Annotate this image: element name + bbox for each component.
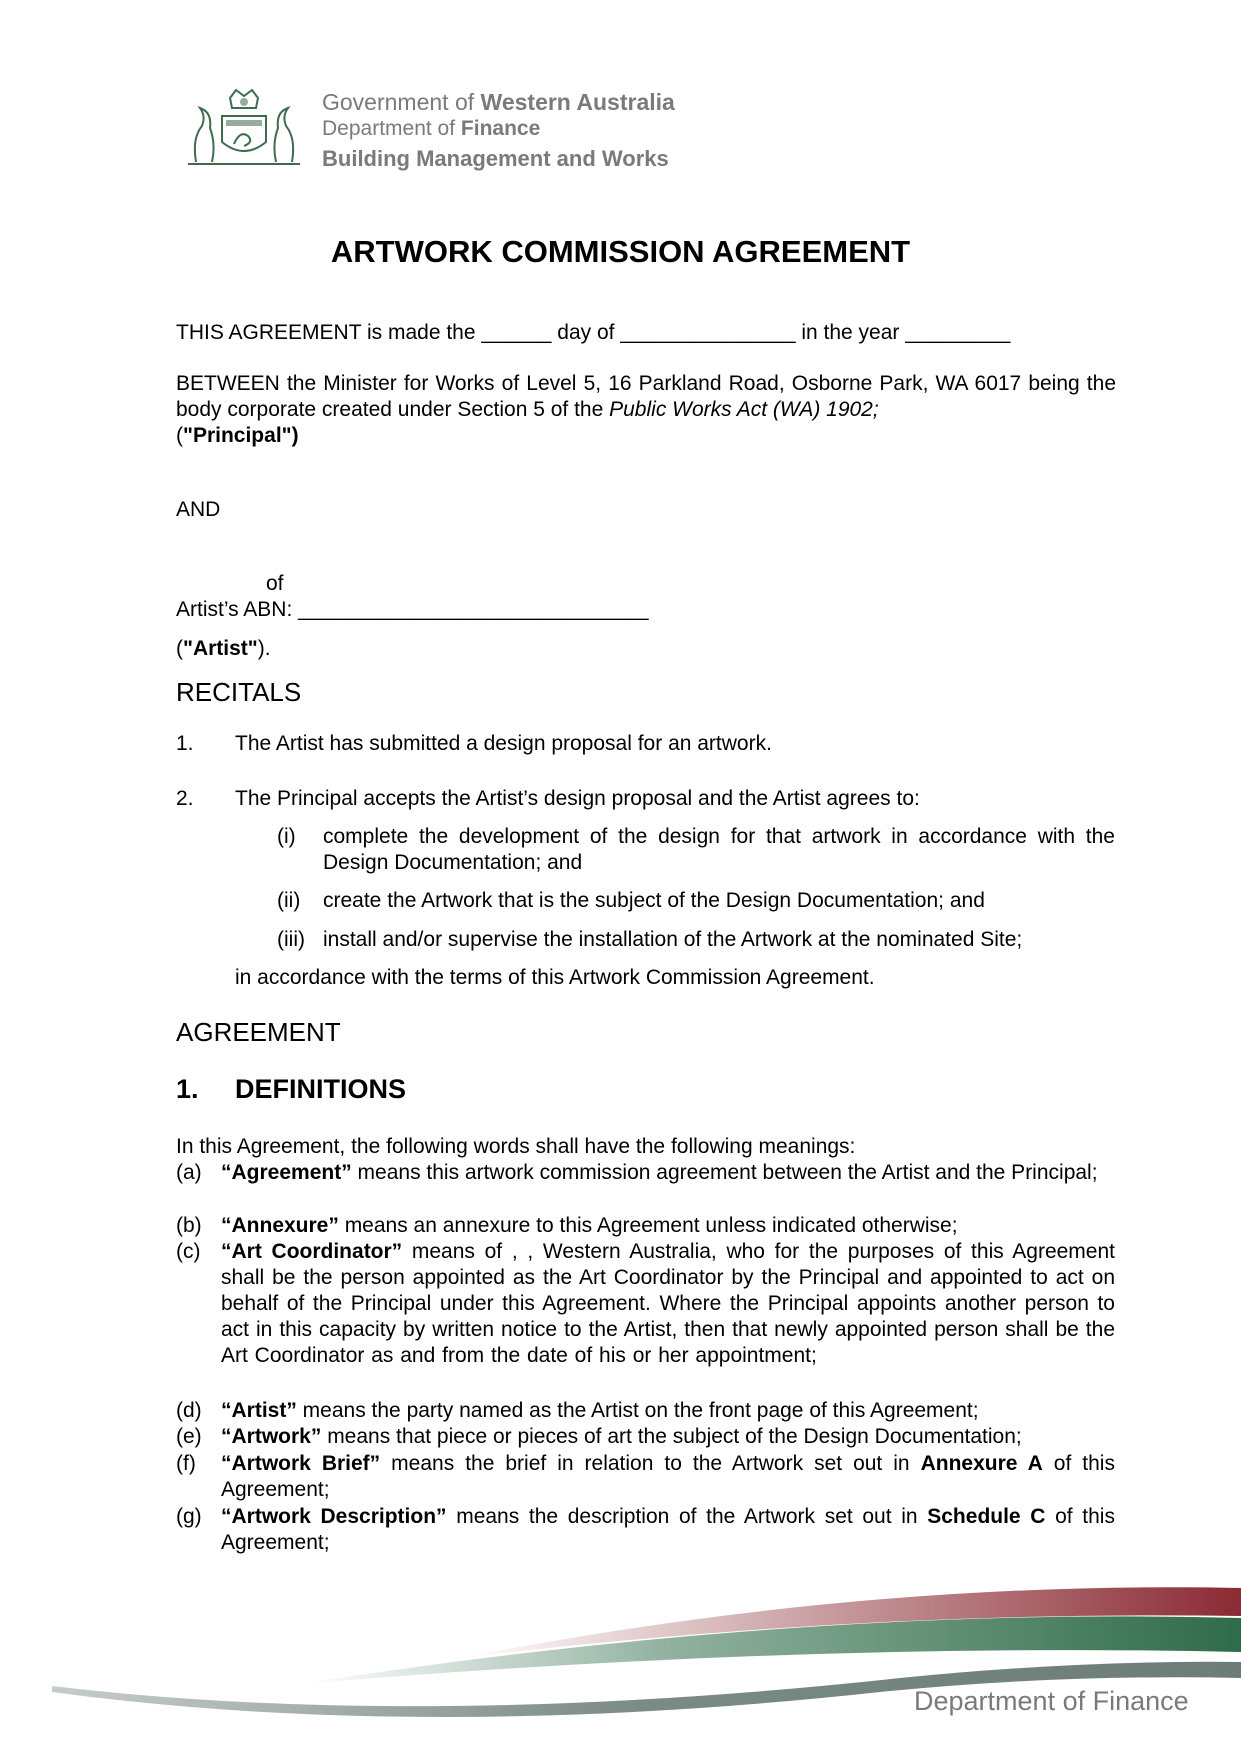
recital-text: The Principal accepts the Artist’s design proposal and the Artist agrees to:	[235, 787, 920, 810]
definition-term: “Agreement”	[221, 1161, 352, 1184]
definition-item	[221, 1424, 1115, 1450]
definition-term: “Artist”	[221, 1399, 297, 1422]
definition-letter: (e)	[176, 1425, 202, 1448]
section-number: 1.	[176, 1074, 199, 1104]
recital-number: 2.	[176, 787, 194, 810]
recitals-heading: RECITALS	[176, 677, 302, 707]
definition-item	[221, 1239, 1115, 1369]
sub-item-number: (ii)	[277, 889, 301, 912]
logo-line1-normal: Government of	[322, 89, 481, 115]
definitions-intro: In this Agreement, the following words shall have the following meanings:	[176, 1135, 856, 1158]
definition-letter: (c)	[176, 1240, 201, 1263]
definition-text: means the party named as the Artist on the front page of this Agreement;	[296, 1399, 979, 1422]
definition-letter: (b)	[176, 1214, 202, 1237]
definition-text: means of , , Western Australia, who for the purposes of this Agreement shall be the person appointed as the Art Coordinator by the Principal and appointed to act on behalf of the Principal under this Agreement. Where the Principal appoints another person to act in this capacity by written notice to the Artist, then that newly appointed person shall be the Art Coordinator as and from the date of his or her appointment;	[221, 1240, 1115, 1367]
definition-item	[221, 1160, 1115, 1186]
definition-letter: (f)	[176, 1452, 196, 1475]
definition-item	[221, 1213, 1115, 1239]
definition-term: “Artwork Brief”	[221, 1452, 381, 1475]
document-title: ARTWORK COMMISSION AGREEMENT	[330, 234, 911, 269]
logo-line2-normal: Department of	[322, 117, 461, 140]
definition-term: “Artwork”	[221, 1425, 322, 1448]
definition-term: “Artwork Description”	[221, 1505, 447, 1528]
recitals-closing: in accordance with the terms of this Artwork Commission Agreement.	[235, 966, 875, 989]
artist-label	[176, 636, 1116, 662]
between-paragraph	[176, 371, 1116, 423]
recital-text: The Artist has submitted a design proposal for an artwork.	[235, 732, 772, 755]
definition-letter: (a)	[176, 1161, 202, 1184]
agreement-heading: AGREEMENT	[176, 1017, 341, 1047]
public-works-act: Public Works Act (WA) 1902;	[609, 398, 879, 421]
definition-item	[221, 1504, 1115, 1556]
agreement-date-line: THIS AGREEMENT is made the ______ day of _______________ in the year _________	[176, 321, 1011, 344]
definition-letter: (d)	[176, 1399, 202, 1422]
between-text: BETWEEN the Minister for Works of Level 5, 16 Parkland Road, Osborne Park, WA 6017 being the body corporate created under Section 5 of the	[176, 372, 1116, 421]
definition-letter: (g)	[176, 1505, 202, 1528]
principal-label	[176, 423, 1116, 449]
definition-text: means this artwork commission agreement between the Artist and the Principal;	[351, 1161, 1098, 1184]
sub-item-number: (i)	[277, 825, 296, 848]
definition-text: means the description of the Artwork set out in	[446, 1505, 928, 1528]
of-label: of	[266, 572, 284, 595]
definition-term: “Annexure”	[221, 1214, 339, 1237]
logo-line-government	[322, 89, 675, 115]
artist-abn-line: Artist’s ABN: ______________________________	[176, 598, 649, 621]
definition-text: means an annexure to this Agreement unless indicated otherwise;	[338, 1214, 958, 1237]
coat-of-arms-icon	[182, 86, 306, 170]
definition-reference: Schedule C	[927, 1505, 1046, 1528]
artist-close: ).	[257, 637, 271, 660]
logo-line-department	[322, 117, 540, 141]
section-title: DEFINITIONS	[235, 1074, 407, 1104]
definition-text-tail: of this Agreement;	[221, 1452, 1115, 1501]
definition-reference: Annexure A	[920, 1452, 1043, 1475]
footer-wave	[0, 1560, 1241, 1754]
recital-number: 1.	[176, 732, 194, 755]
and-label: AND	[176, 498, 221, 521]
sub-item-text: create the Artwork that is the subject of the Design Documentation; and	[323, 889, 985, 912]
footer-department-label: Department of Finance	[914, 1686, 1189, 1716]
definition-text: means that piece or pieces of art the subject of the Design Documentation;	[321, 1425, 1022, 1448]
artist-open: (	[176, 637, 183, 660]
definition-text: means the brief in relation to the Artwork set out in	[380, 1452, 921, 1475]
definition-item	[221, 1398, 1115, 1424]
principal-bold: "Principal")	[183, 424, 299, 447]
logo-line-building: Building Management and Works	[322, 146, 669, 171]
sub-item-text: install and/or supervise the installation of the Artwork at the nominated Site;	[323, 928, 1023, 951]
logo-line2-bold: Finance	[460, 117, 541, 140]
definition-item	[221, 1451, 1115, 1503]
definition-text-tail: of this Agreement;	[221, 1505, 1115, 1554]
principal-open: (	[176, 424, 183, 447]
sub-item-number: (iii)	[277, 928, 305, 951]
sub-item-text: complete the development of the design for that artwork in accordance with the Design Documentation; and	[323, 825, 1115, 874]
logo-line1-bold: Western Australia	[480, 89, 675, 115]
artist-bold: "Artist"	[183, 637, 258, 660]
definition-term: “Art Coordinator”	[221, 1240, 403, 1263]
